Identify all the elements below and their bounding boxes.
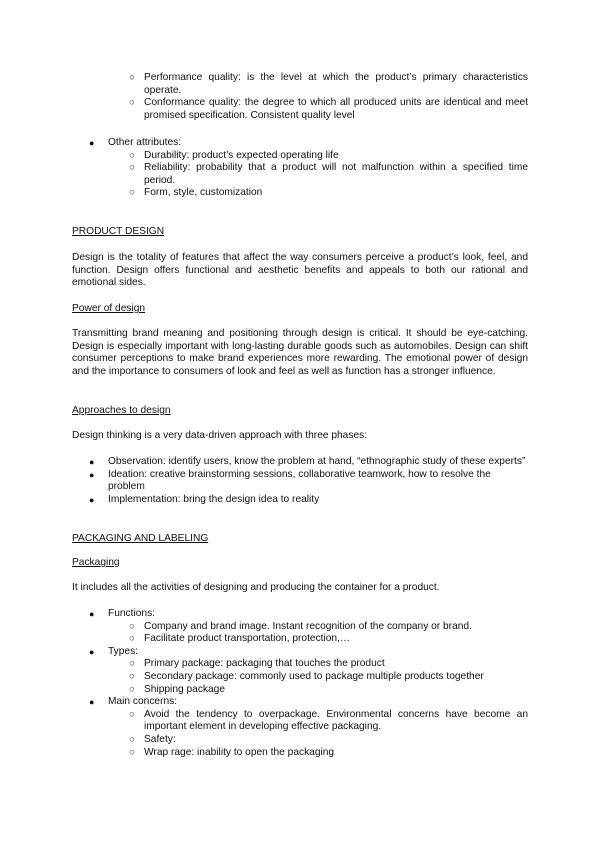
- list-item: [72, 671, 528, 684]
- subheading-packaging: Packaging: [72, 557, 120, 568]
- hollow-bullet-icon: ○: [129, 620, 135, 632]
- bullet-icon: ●: [89, 494, 95, 505]
- list-item: [72, 469, 528, 494]
- design-phases-list: [72, 456, 528, 506]
- hollow-bullet-icon: ○: [129, 187, 135, 199]
- list-item: [72, 646, 528, 659]
- list-item-text: Shipping package: [144, 683, 225, 695]
- list-item: [72, 633, 528, 646]
- approaches-intro: Design thinking is a very data-driven approach with three phases:: [72, 430, 368, 441]
- hollow-bullet-icon: ○: [129, 670, 135, 682]
- bullet-icon: ●: [89, 469, 95, 480]
- list-item-text: Performance quality: is the level at which the product’s primary characteristics operate.: [144, 72, 528, 96]
- list-item-text: Primary package: packaging that touches the product: [144, 658, 385, 670]
- hollow-bullet-icon: ○: [129, 633, 135, 645]
- list-item-text: Safety:: [144, 733, 176, 745]
- quality-list: [72, 72, 528, 122]
- hollow-bullet-icon: ○: [129, 72, 135, 83]
- list-item: [72, 747, 528, 760]
- list-item-text: Conformance quality: the degree to which all produced units are identical and meet promised specification. Consistent quality level: [144, 97, 528, 121]
- packaging-text: It includes all the activities of designing and producing the container for a product.: [72, 582, 440, 593]
- list-item: [72, 72, 528, 97]
- list-item: [72, 150, 528, 163]
- list-item-text: Functions:: [108, 608, 155, 619]
- list-item-text: Other attributes:: [108, 137, 182, 148]
- list-item: [72, 734, 528, 747]
- list-item-text: Main concerns:: [108, 696, 178, 708]
- list-item: [72, 187, 528, 200]
- product-design-intro: Design is the totality of features that affect the way consumers perceive a product’s look, feel, and function. Design offers functional and aesthetic benefits and appeals to both our rational and emotional sides.: [72, 252, 528, 289]
- subheading-power-of-design: Power of design: [72, 303, 146, 314]
- power-of-design-text: Transmitting brand meaning and positioning through design is critical. It should be eye-catching. Design is especially important with long-lasting durable goods such as automobiles. Design can shift consumer perceptions to make brand experiences more rewarding. The emotional power of design and the importance to consumers of look and feel as well as function has a stronger influence.: [72, 328, 528, 377]
- list-item: [72, 696, 528, 709]
- list-item-text: Types:: [108, 645, 139, 657]
- list-item-text: Avoid the tendency to overpackage. Environmental concerns have become an important element in developing effective packaging.: [144, 708, 528, 733]
- list-item: [72, 494, 528, 507]
- list-item-text: Company and brand image. Instant recognition of the company or brand.: [144, 620, 472, 632]
- list-item-text: Ideation: creative brainstorming sessions, collaborative teamwork, how to resolve the problem: [108, 468, 491, 493]
- list-item-text: Facilitate product transportation, protection,…: [144, 633, 351, 645]
- bullet-icon: ●: [89, 609, 95, 619]
- list-item-text: Secondary package: commonly used to package multiple products together: [144, 670, 484, 682]
- bullet-icon: ●: [89, 138, 95, 148]
- bullet-icon: ●: [89, 646, 95, 657]
- hollow-bullet-icon: ○: [129, 149, 135, 161]
- list-item-text: Reliability: probability that a product will not malfunction within a specified time period.: [144, 162, 528, 186]
- list-item: [72, 621, 528, 634]
- list-item-text: Wrap rage: inability to open the packaging: [144, 746, 335, 758]
- hollow-bullet-icon: ○: [129, 733, 135, 745]
- list-item-text: Form, style, customization: [144, 187, 263, 199]
- list-item-text: Durability: product’s expected operating life: [144, 149, 339, 161]
- hollow-bullet-icon: ○: [129, 97, 135, 109]
- section-heading-packaging-labeling: PACKAGING AND LABELING: [72, 533, 209, 544]
- list-item: [72, 684, 528, 697]
- hollow-bullet-icon: ○: [129, 708, 135, 720]
- list-item: [72, 608, 528, 621]
- list-item: [72, 137, 528, 150]
- bullet-icon: ●: [89, 457, 95, 467]
- other-attributes-list: [72, 137, 528, 200]
- list-item-text: Observation: identify users, know the problem at hand, “ethnographic study of these experts”: [108, 456, 526, 467]
- list-item: [72, 162, 528, 187]
- packaging-list: [72, 608, 528, 759]
- hollow-bullet-icon: ○: [129, 746, 135, 758]
- hollow-bullet-icon: ○: [129, 658, 135, 670]
- hollow-bullet-icon: ○: [129, 162, 135, 174]
- list-item-text: Implementation: bring the design idea to reality: [108, 493, 320, 505]
- list-item: [72, 97, 528, 122]
- section-heading-product-design: PRODUCT DESIGN: [72, 226, 165, 237]
- bullet-icon: ●: [89, 697, 95, 708]
- list-item: [72, 658, 528, 671]
- subheading-approaches-to-design: Approaches to design: [72, 405, 171, 416]
- hollow-bullet-icon: ○: [129, 683, 135, 695]
- list-item: [72, 456, 528, 469]
- list-item: [72, 709, 528, 734]
